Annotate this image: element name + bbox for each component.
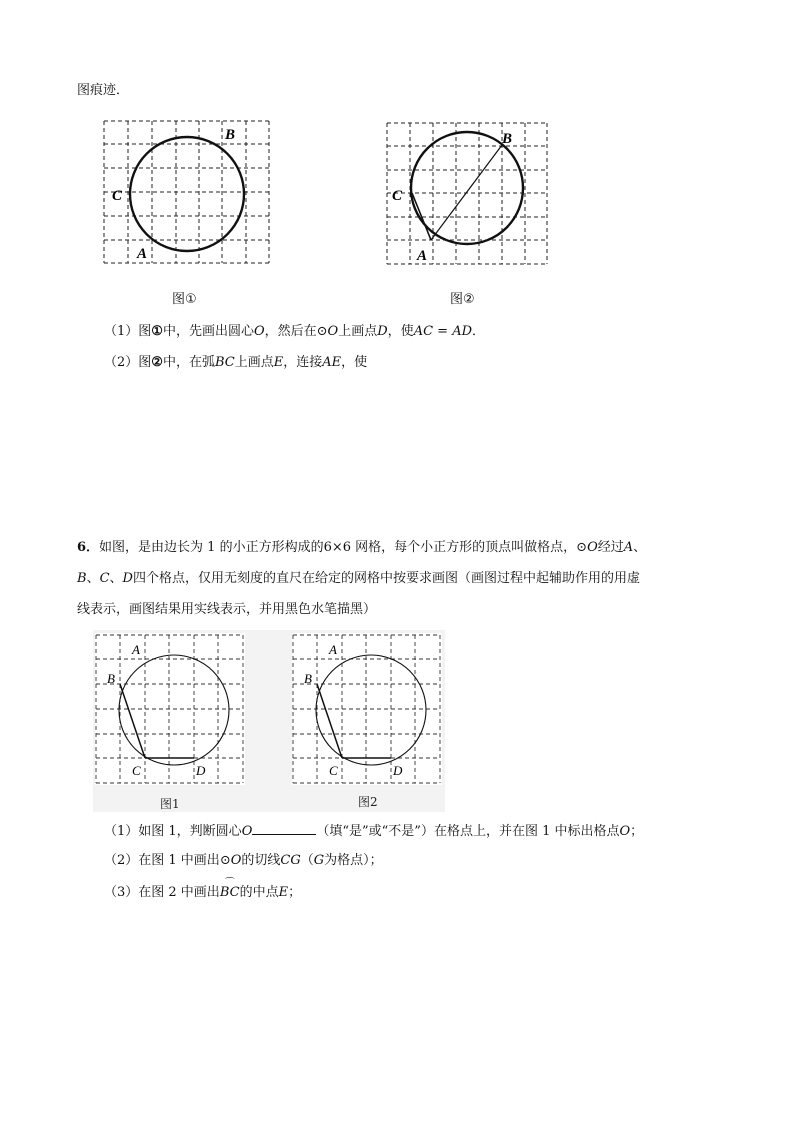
figure-1-grid-circle: [102, 118, 272, 268]
label-D: D: [393, 763, 403, 778]
label-C: C: [132, 763, 141, 778]
segment-AB: [431, 145, 502, 240]
figure-q6-2: [292, 633, 442, 785]
label-D: D: [196, 763, 206, 778]
circle-1: [130, 137, 244, 251]
label-A: A: [132, 642, 140, 657]
label-A: A: [417, 248, 428, 264]
figure-2-grid-circle: [385, 120, 550, 268]
figure-q6-1-caption: 图1: [160, 797, 180, 811]
label-B: B: [304, 671, 312, 686]
q6-stem-line-1: 6．如图，是由边长为 1 的小正方形构成的6×6 网格，每个小正方形的顶点叫做格点，⊙O经过A、: [77, 540, 647, 555]
q6-part-1: （1）如图 1，判断圆心O （填“是”或“不是”）在格点上，并在图 1 中标出格点O；: [104, 824, 644, 839]
label-C: C: [329, 763, 338, 778]
label-A: A: [137, 246, 148, 262]
continuation-text: 图痕迹．: [77, 83, 130, 98]
answer-blank[interactable]: [252, 822, 316, 835]
label-B: B: [225, 127, 236, 143]
figure-q6-1: [95, 633, 245, 785]
segment-AC: [412, 193, 431, 240]
circle-2: [411, 132, 523, 244]
q6-part-3: （3）在图 2 中画出⌒ BC的中点E；: [104, 885, 301, 901]
q5-part-2: （2）图②中，在弧BC上画点E，连接AE，使: [104, 355, 368, 370]
label-C: C: [112, 188, 123, 204]
q6-part-2: （2）在图 1 中画出⊙O的切线CG（G为格点）；: [104, 853, 383, 868]
figure-2-caption: 图②: [450, 292, 475, 307]
figure-q6-2-caption: 图2: [358, 795, 378, 809]
label-B: B: [107, 671, 115, 686]
q6-stem-line-2: B、C、D四个格点，仅用无刻度的直尺在给定的网格中按要求画图（画图过程中起辅助作用的用虚: [77, 571, 640, 586]
q5-part-1: （1）图①中，先画出圆心O，然后在⊙O上画点D，使AC = AD．: [104, 324, 486, 339]
label-A: A: [329, 642, 337, 657]
figure-1-caption: 图①: [172, 292, 197, 307]
label-B: B: [502, 131, 513, 147]
label-C: C: [392, 188, 403, 204]
q6-stem-line-3: 线表示，画图结果用实线表示，并用黑色水笔描黑）: [77, 602, 377, 617]
